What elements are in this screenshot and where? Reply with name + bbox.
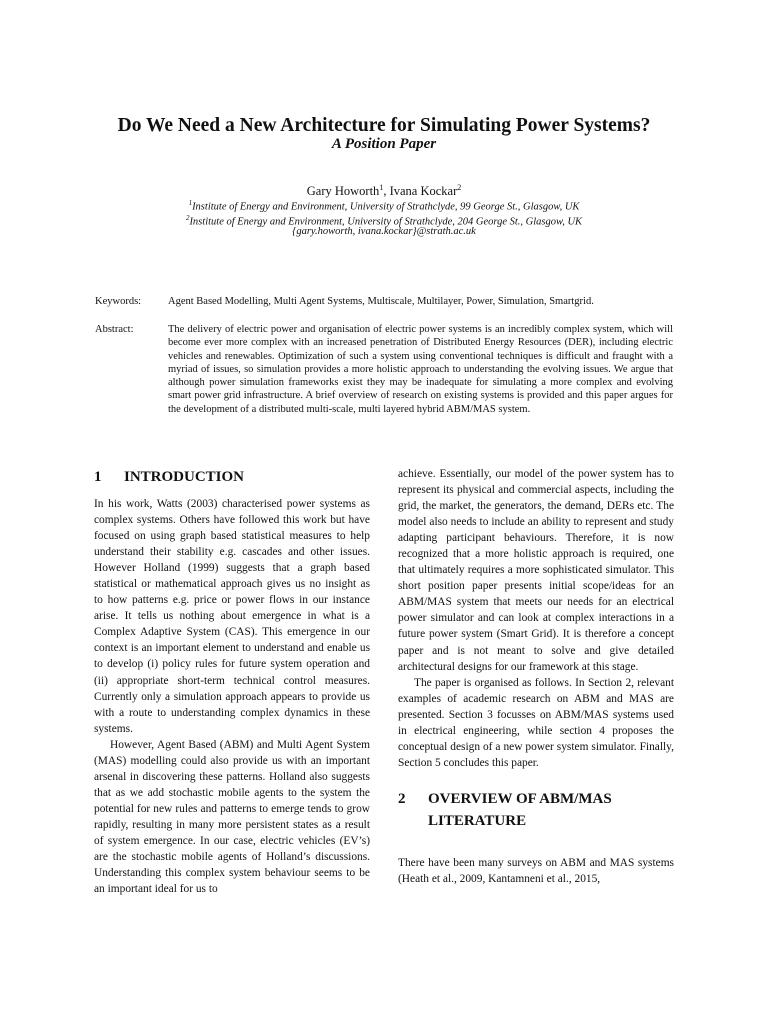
affiliation-text: Institute of Energy and Environment, University of Strathclyde, 204 George St., Glasgow, UK: [189, 216, 583, 228]
body-paragraph: There have been many surveys on ABM and MAS systems (Heath et al., 2009, Kantamneni et al., 2015,: [398, 857, 674, 886]
author-separator: ,: [383, 184, 390, 199]
affiliation-text: Institute of Energy and Environment, University of Strathclyde, 99 George St., Glasgow, UK: [192, 201, 580, 213]
body-paragraph: The paper is organised as follows. In Section 2, relevant examples of academic research on ABM and MAS are presented. Section 3 focusses on ABM/MAS systems used in electrical engineering, while section 4 proposes the conceptual design of a new power system simulator. Finally, Section 5 concludes this paper.: [398, 676, 674, 769]
section-number: 2: [398, 791, 406, 807]
right-column: [398, 466, 674, 771]
abstract-text: The delivery of electric power and organisation of electric power systems is an incredibly complex system, which will become ever more complex with an increased penetration of Distributed Energy Resources (DER), including electric vehicles and renewables. Optimization of such a system using conventional techniques is difficult and fraught with a myriad of issues, so simulation provides a more holistic approach to understanding the evolving issues. We argue that although power simulation frameworks exist they may be inadequate for simulating a more complex and evolving smart power grid infrastructure. A brief overview of research on existing systems is provided and this paper argues for the development of a distributed multi-scale, multi layered hybrid ABM/MAS system.: [168, 324, 673, 415]
section-title: OVERVIEW OF ABM/MAS LITERATURE: [428, 791, 612, 829]
author-emails: {gary.howorth, ivana.kockar}@strath.ac.uk: [292, 226, 476, 237]
author-affil-marker: 1: [379, 183, 384, 192]
right-column-continued: [398, 855, 674, 887]
affiliation-marker: 2: [185, 214, 190, 222]
body-paragraph: achieve. Essentially, our model of the power system has to represent its physical and commercial aspects, including the grid, the market, the generators, the demand, DERs etc. The model also needs to include an ability to represent and study adapting participant behaviours. Therefore, it is now recognized that a more holistic approach is required, one that ultimately requires a more sophisticated simulator. This short position paper presents initial scope/ideas for an ABM/MAS system that meets our needs for an electrical power simulator and can look at complex interactions in a future power system (Smart Grid). It is therefore a concept paper and is not meant to solve and give detailed architectural designs for our framework at this stage.: [398, 468, 674, 673]
section-title: INTRODUCTION: [124, 469, 245, 485]
author-name: Gary Howorth: [306, 184, 380, 199]
paper-subtitle: A Position Paper: [331, 136, 437, 152]
author-name: Ivana Kockar: [389, 184, 458, 199]
body-paragraph: In his work, Watts (2003) characterised power systems as complex systems. Others have followed this work but have focused on using graph based statistical measures to help understand their stability e.g. cascades and other issues. However Holland (1999) suggests that a graph based statistical or mathematical approach gives us no insight as to how patterns e.g. price or power flows in our instance arise. It tells us nothing about emergence in what is a Complex Adaptive System (CAS). This emergence in our context is an important element to understand and enable us to develop (i) policy rules for future system operation and (ii) appropriate short-term technical control measures. Currently only a simulation approach appears to provide us with a route to understanding complex dynamics in these systems.: [94, 498, 370, 735]
keywords-text: Agent Based Modelling, Multi Agent Systems, Multiscale, Multilayer, Power, Simulation, Smartgrid.: [168, 296, 594, 307]
abstract-label: Abstract:: [95, 324, 134, 335]
section-number: 1: [94, 469, 102, 485]
affiliation-marker: 1: [188, 199, 193, 207]
left-column: [94, 496, 370, 897]
section-heading: [398, 788, 688, 832]
keywords-label: Keywords:: [95, 296, 142, 307]
section-heading: [94, 466, 244, 488]
paper-title: Do We Need a New Architecture for Simulating Power Systems?: [117, 115, 651, 136]
body-paragraph: However, Agent Based (ABM) and Multi Agent System (MAS) modelling could also provide us with an important arsenal in discovering these patterns. Holland also suggests that as we add stochastic mobile agents to the system the potential for new rules and patterns to emerge tends to grow rapidly, resulting in many more persistent states as a result of system emergence. In our case, electric vehicles (EV’s) are the stochastic mobile agents of Holland’s discussions. Understanding this complex system behaviour seems to be an important ideal for us to: [94, 738, 370, 896]
author-affil-marker: 2: [457, 183, 462, 192]
